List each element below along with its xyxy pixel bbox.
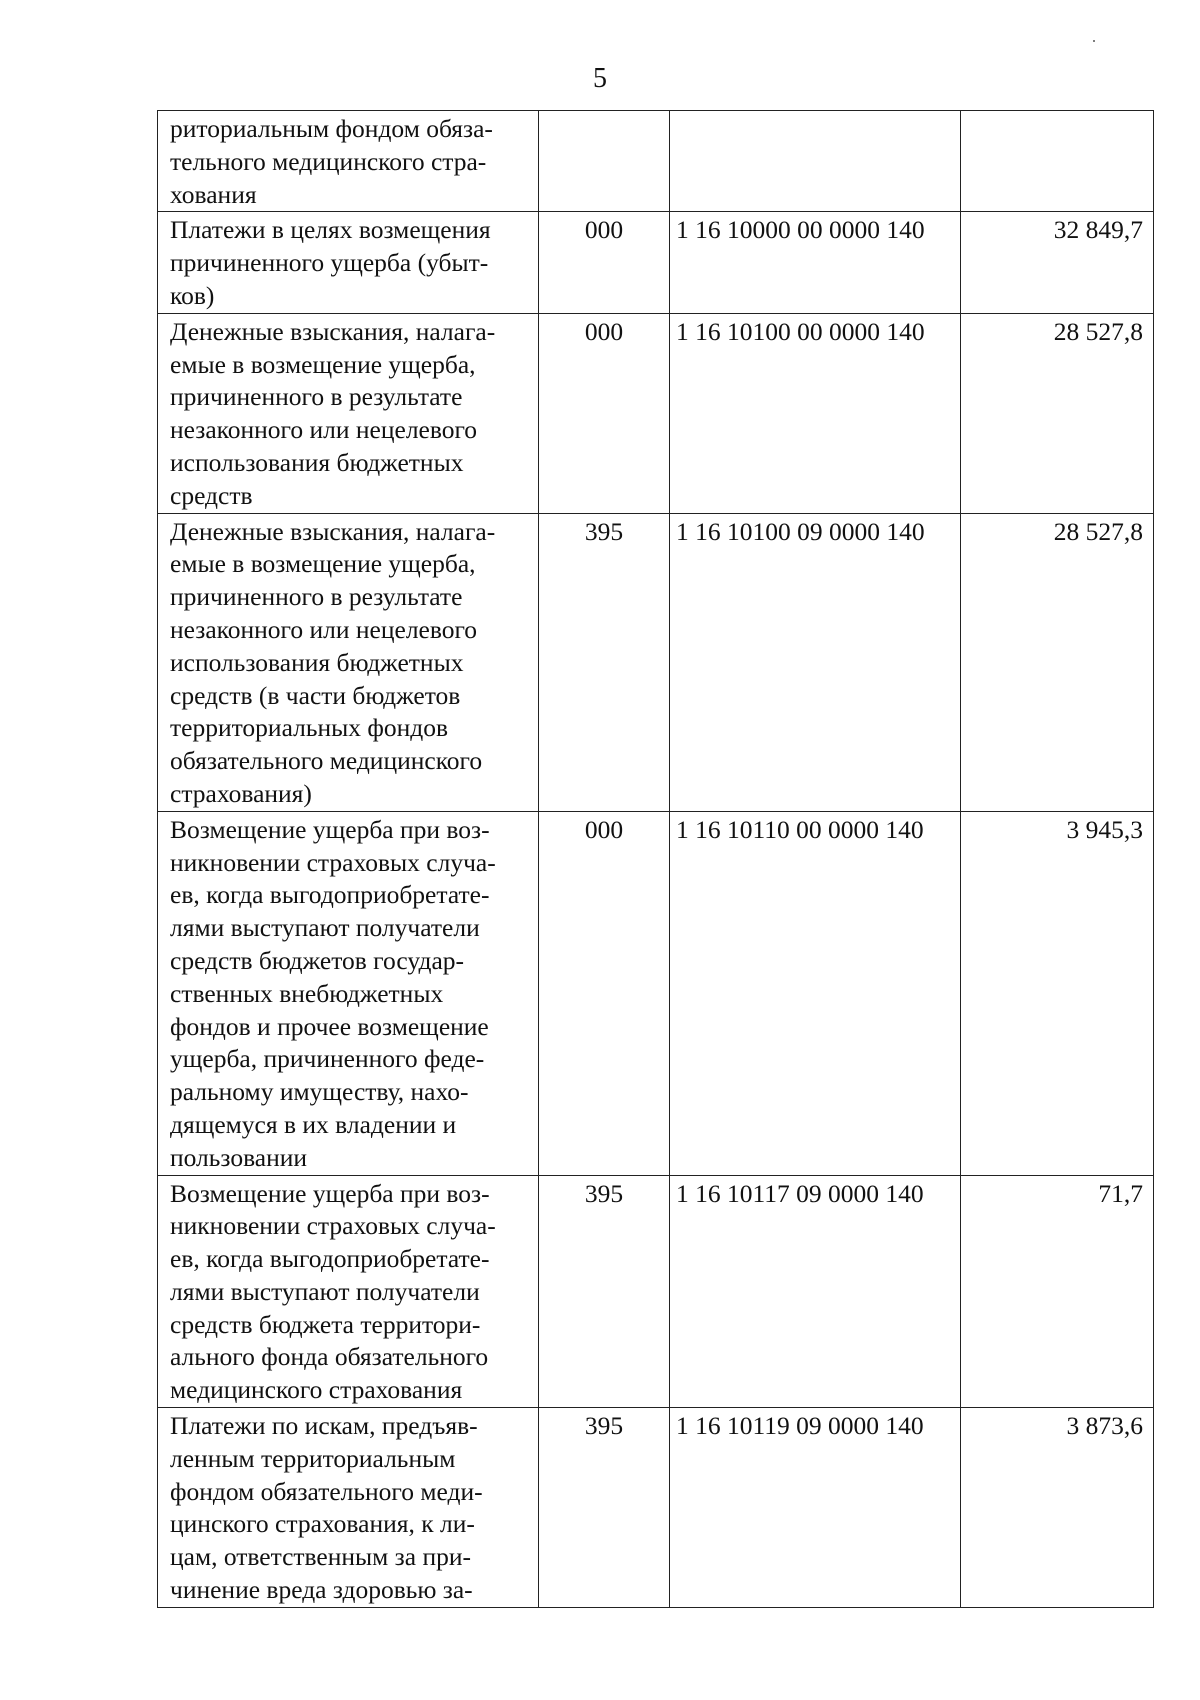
description-line: Возмещение ущерба при воз-	[170, 814, 490, 844]
row-amount: 71,7	[961, 1175, 1154, 1408]
row-description	[158, 212, 539, 313]
description-line: цам, ответственным за при-	[170, 1542, 471, 1572]
description-line: средств (в части бюджетов	[170, 680, 461, 710]
table-row	[158, 811, 1154, 1175]
row-description	[158, 1175, 539, 1408]
description-line: лями выступают получатели	[170, 1276, 480, 1306]
description-line: ленным территориальным	[170, 1443, 456, 1473]
row-amount: 3 873,6	[961, 1408, 1154, 1608]
table-row	[158, 313, 1154, 513]
row-revenue-code: 1 16 10119 09 0000 140	[670, 1408, 961, 1608]
row-admin-code: 000	[539, 811, 670, 1175]
description-line: Денежные взыскания, налага-	[170, 316, 496, 346]
row-revenue-code: 1 16 10000 00 0000 140	[670, 212, 961, 313]
table-row	[158, 1408, 1154, 1608]
description-line: ущерба, причиненного феде-	[170, 1044, 485, 1074]
row-admin-code: 000	[539, 212, 670, 313]
description-line: риториальным фондом обяза-	[170, 114, 493, 143]
description-line: фондов и прочее возмещение	[170, 1011, 489, 1041]
scan-speck	[1093, 40, 1095, 42]
row-revenue-code: 1 16 10117 09 0000 140	[670, 1175, 961, 1408]
row-description	[158, 111, 539, 212]
description-line: хования	[170, 179, 257, 209]
row-revenue-code: 1 16 10100 00 0000 140	[670, 313, 961, 513]
row-revenue-code	[670, 111, 961, 212]
description-line: средств	[170, 480, 253, 510]
table-row	[158, 111, 1154, 212]
description-line: Денежные взыскания, налага-	[170, 516, 496, 546]
description-line: ев, когда выгодоприобретате-	[170, 880, 490, 910]
description-line: средств бюджетов государ-	[170, 945, 465, 975]
description-line: средств бюджета территори-	[170, 1309, 481, 1339]
row-description	[158, 313, 539, 513]
description-line: никновении страховых случа-	[170, 1211, 496, 1241]
description-line: емые в возмещение ущерба,	[170, 349, 476, 379]
description-line: причиненного ущерба (убыт-	[170, 248, 489, 278]
description-line: чинение вреда здоровью за-	[170, 1575, 473, 1605]
description-line: причиненного в результате	[170, 582, 463, 612]
description-line: территориальных фондов	[170, 713, 449, 743]
description-line: ев, когда выгодоприобретате-	[170, 1244, 490, 1274]
description-line: незаконного или нецелевого	[170, 614, 478, 644]
row-description	[158, 1408, 539, 1608]
description-line: медицинского страхования	[170, 1375, 463, 1405]
page-number: 5	[593, 63, 607, 94]
description-line: пользовании	[170, 1142, 308, 1172]
row-revenue-code: 1 16 10100 09 0000 140	[670, 513, 961, 811]
description-line: ственных внебюджетных	[170, 978, 444, 1008]
description-line: тельного медицинского стра-	[170, 146, 487, 176]
description-line: емые в возмещение ущерба,	[170, 549, 476, 579]
row-description	[158, 513, 539, 811]
description-line: ального фонда обязательного	[170, 1342, 489, 1372]
description-line: дящемуся в их владении и	[170, 1109, 457, 1139]
description-line: использования бюджетных	[170, 447, 464, 477]
row-amount	[961, 111, 1154, 212]
row-admin-code: 000	[539, 313, 670, 513]
description-line: ков)	[170, 280, 215, 310]
description-line: никновении страховых случа-	[170, 847, 496, 877]
row-amount: 28 527,8	[961, 513, 1154, 811]
description-line: причиненного в результате	[170, 382, 463, 412]
table-body	[158, 111, 1154, 1608]
row-revenue-code: 1 16 10110 00 0000 140	[670, 811, 961, 1175]
row-description	[158, 811, 539, 1175]
row-amount: 28 527,8	[961, 313, 1154, 513]
table-row	[158, 212, 1154, 313]
table-row	[158, 1175, 1154, 1408]
table-row	[158, 513, 1154, 811]
row-amount: 3 945,3	[961, 811, 1154, 1175]
description-line: использования бюджетных	[170, 647, 464, 677]
description-line: Платежи в целях возмещения	[170, 215, 491, 245]
description-line: незаконного или нецелевого	[170, 415, 478, 445]
description-line: Платежи по искам, предъяв-	[170, 1411, 478, 1441]
description-line: обязательного медицинского	[170, 746, 483, 776]
description-line: фондом обязательного меди-	[170, 1476, 483, 1506]
row-admin-code: 395	[539, 1408, 670, 1608]
description-line: лями выступают получатели	[170, 913, 480, 943]
budget-revenue-table	[157, 110, 1154, 1608]
row-amount: 32 849,7	[961, 212, 1154, 313]
description-line: страхования)	[170, 778, 312, 808]
description-line: Возмещение ущерба при воз-	[170, 1178, 490, 1208]
row-admin-code: 395	[539, 513, 670, 811]
row-admin-code	[539, 111, 670, 212]
description-line: ральному имуществу, нахо-	[170, 1077, 469, 1107]
row-admin-code: 395	[539, 1175, 670, 1408]
description-line: цинского страхования, к ли-	[170, 1509, 475, 1539]
